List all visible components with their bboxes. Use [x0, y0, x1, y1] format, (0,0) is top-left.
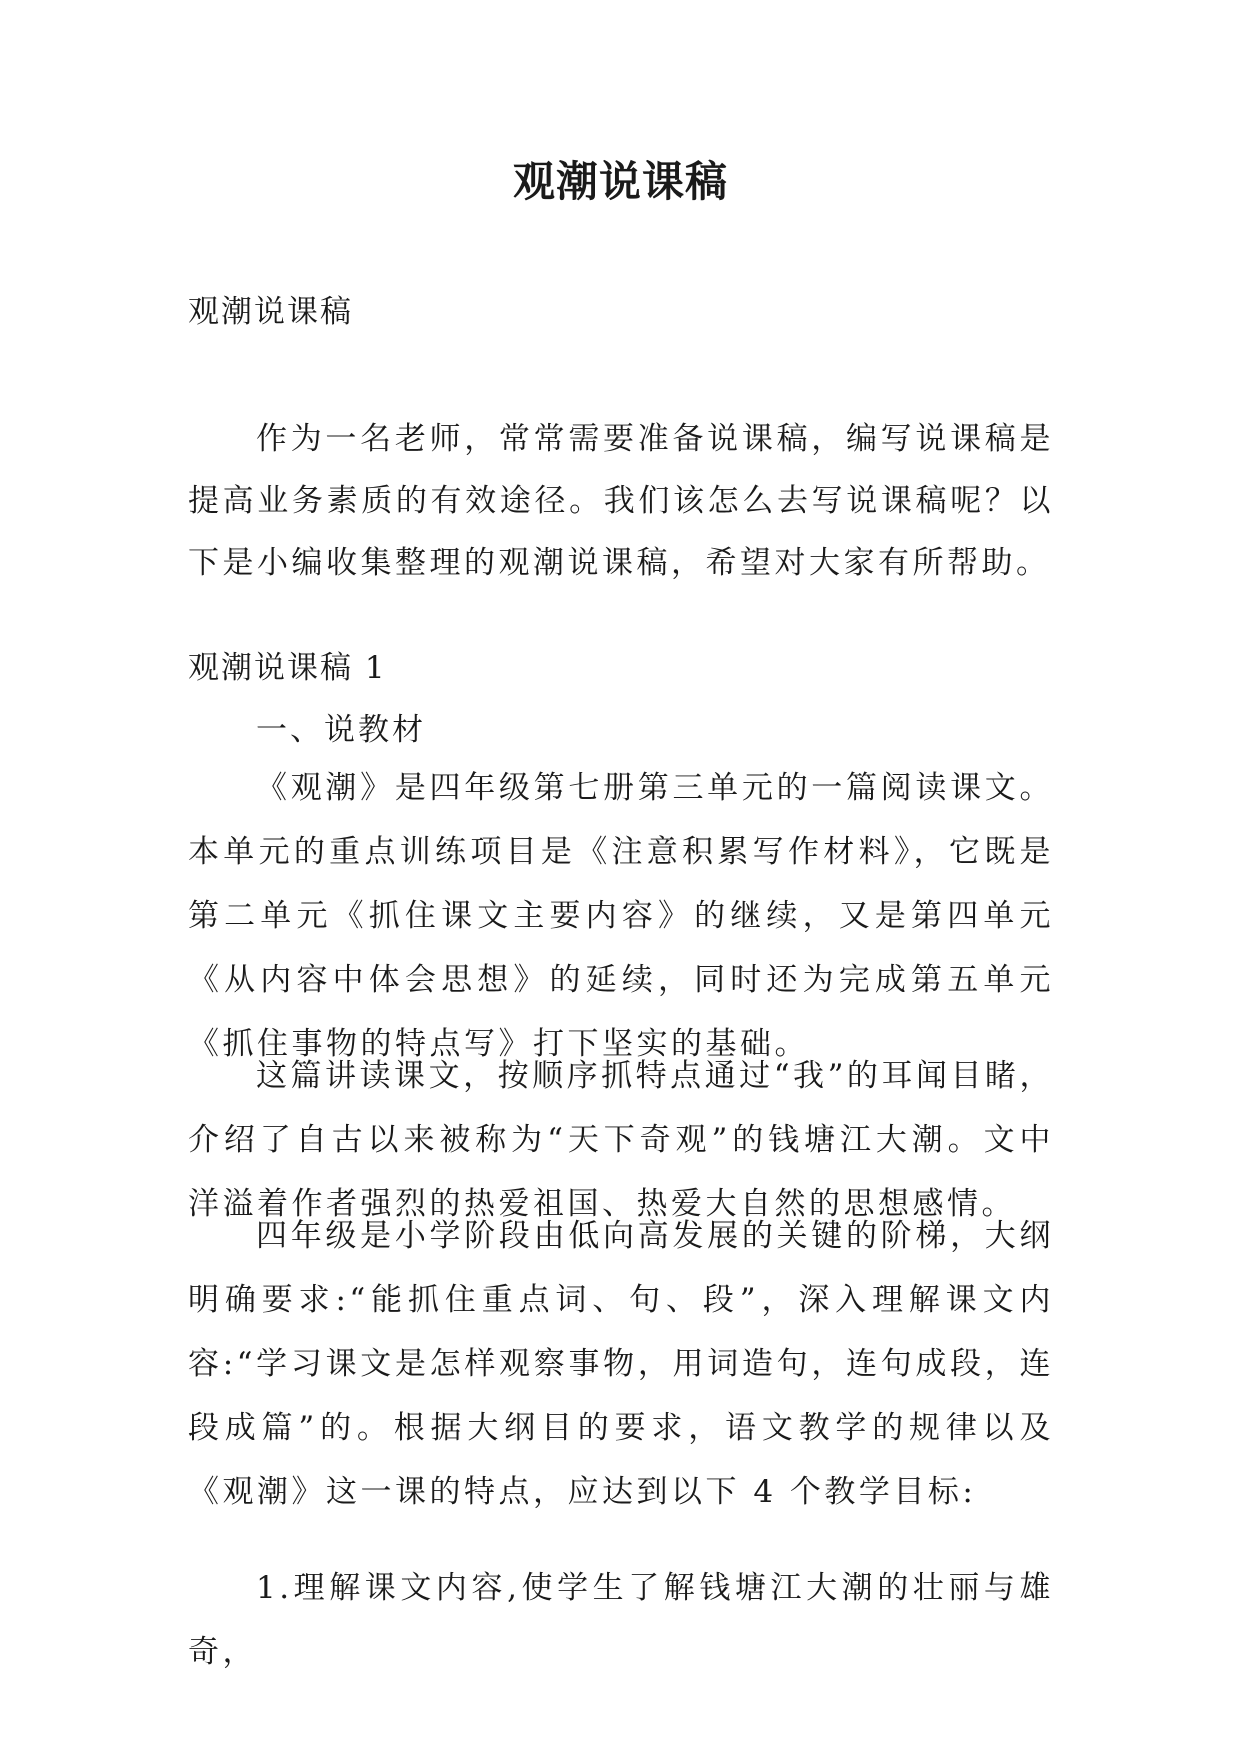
intro-paragraph: 作为一名老师，常常需要准备说课稿，编写说课稿是提高业务素质的有效途径。我们该怎么去写说课稿呢？以下是小编收集整理的观潮说课稿，希望对大家有所帮助。 — [188, 421, 1054, 581]
body-paragraph: 这篇讲读课文，按顺序抓特点通过“我”的耳闻目睹，介绍了自古以来被称为“天下奇观”的钱塘江大潮。文中洋溢着作者强烈的热爱祖国、热爱大自然的思想感情。 — [188, 1058, 1054, 1222]
section-heading: 观潮说课稿 1 — [188, 650, 387, 686]
body-paragraph: 1.理解课文内容,使学生了解钱塘江大潮的壮丽与雄奇， — [188, 1570, 1054, 1670]
body-paragraph: 《观潮》是四年级第七册第三单元的一篇阅读课文。本单元的重点训练项目是《注意积累写作材料》，它既是第二单元《抓住课文主要内容》的继续，又是第四单元《从内容中体会思想》的延续，同时还为完成第五单元《抓住事物的特点写》打下坚实的基础。 — [188, 770, 1054, 1062]
document-title: 观潮说课稿 — [512, 157, 728, 206]
document-subtitle: 观潮说课稿 — [188, 294, 353, 330]
subsection-heading: 一、说教材 — [256, 712, 426, 748]
body-paragraph: 四年级是小学阶段由低向高发展的关键的阶梯，大纲明确要求:“能抓住重点词、句、段”，深入理解课文内容:“学习课文是怎样观察事物，用词造句，连句成段，连段成篇”的。根据大纲目的要求，语文教学的规律以及《观潮》这一课的特点，应达到以下 4 个教学目标: — [188, 1218, 1054, 1510]
